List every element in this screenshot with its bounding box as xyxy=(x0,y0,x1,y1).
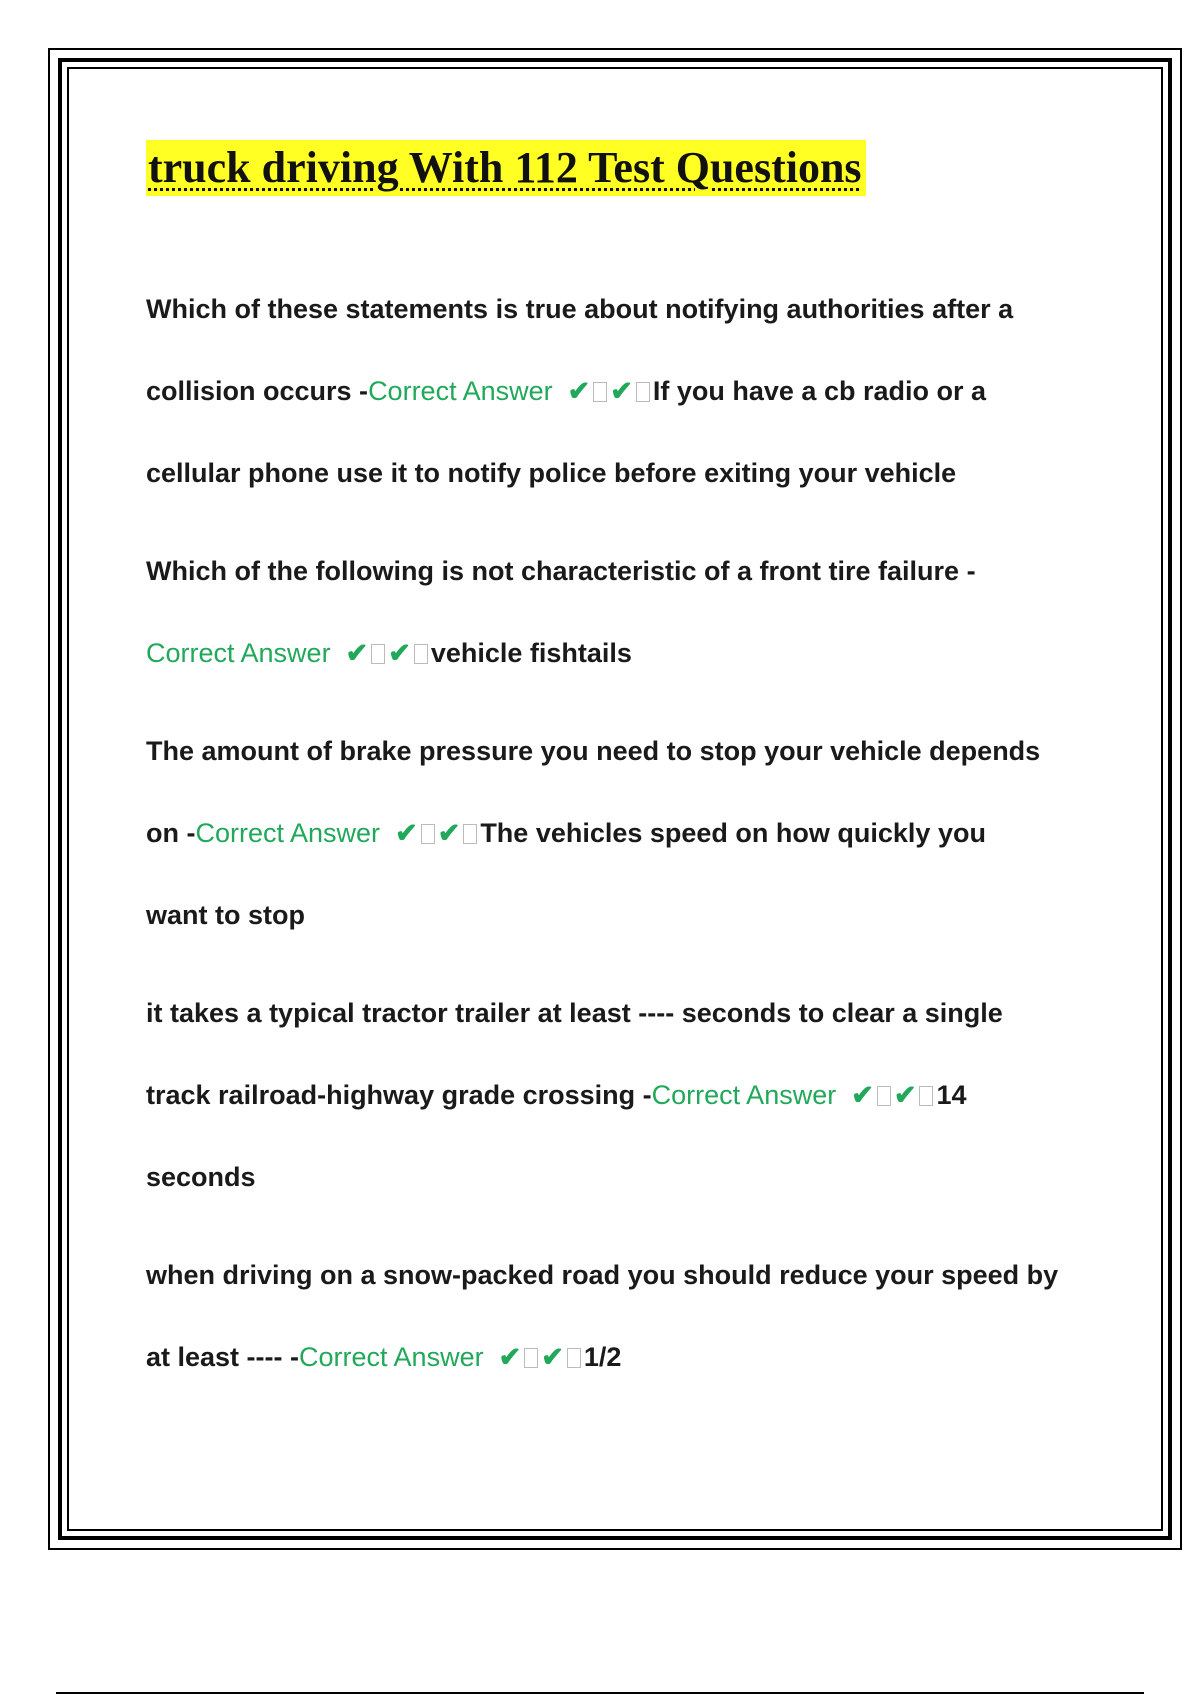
check-icon: ✔ xyxy=(851,1080,874,1110)
question-answer-line xyxy=(146,792,1106,874)
correct-answer-label: Correct Answer xyxy=(299,1342,484,1372)
box-icon xyxy=(371,644,385,664)
question-line: Which of these statements is true about notifying authorities after a xyxy=(146,294,1014,324)
qa-item-3 xyxy=(146,710,1106,956)
qa-item-2 xyxy=(146,530,1106,694)
question-line: when driving on a snow-packed road you should reduce your speed by xyxy=(146,1260,1059,1290)
question-line: Which of the following is not characteristic of a front tire failure - xyxy=(146,556,976,586)
box-icon xyxy=(463,824,477,844)
correct-answer-label: Correct Answer xyxy=(368,376,553,406)
answer-text: The vehicles speed on how quickly you xyxy=(480,818,986,848)
answer-continuation: seconds xyxy=(146,1162,256,1192)
question-answer-line xyxy=(146,612,1106,694)
check-icon: ✔ xyxy=(610,376,633,406)
question-line-end: on - xyxy=(146,818,196,848)
answer-text: If you have a cb radio or a xyxy=(652,376,986,406)
correct-answer-label: Correct Answer xyxy=(651,1080,837,1110)
question-answer-line xyxy=(146,350,1106,432)
check-icon: ✔ xyxy=(893,1080,917,1110)
document-content xyxy=(146,140,1106,1398)
box-icon xyxy=(524,1348,538,1368)
check-icon: ✔ xyxy=(437,818,461,848)
check-icon: ✔ xyxy=(345,638,369,668)
box-icon xyxy=(919,1086,933,1106)
box-icon xyxy=(593,382,607,402)
check-icon: ✔ xyxy=(541,1342,564,1372)
check-icon: ✔ xyxy=(498,1342,522,1372)
question-line-end: track railroad-highway grade crossing - xyxy=(146,1080,652,1110)
box-icon xyxy=(567,1348,581,1368)
check-icon: ✔ xyxy=(388,638,411,668)
correct-answer-label: Correct Answer xyxy=(195,818,381,848)
answer-text: vehicle fishtails xyxy=(430,638,632,668)
question-line: it takes a typical tractor trailer at least ---- seconds to clear a single xyxy=(146,998,1003,1028)
answer-continuation: want to stop xyxy=(146,900,305,930)
question-line-end: at least ---- - xyxy=(146,1342,300,1372)
question-line-end: collision occurs - xyxy=(146,376,369,406)
qa-item-5 xyxy=(146,1234,1106,1398)
footer-rule xyxy=(56,1692,1144,1694)
check-icon: ✔ xyxy=(395,818,418,848)
correct-answer-label: Correct Answer xyxy=(146,638,331,668)
answer-continuation: cellular phone use it to notify police before exiting your vehicle xyxy=(146,458,957,488)
document-title: truck driving With 112 Test Questions xyxy=(146,140,866,196)
question-answer-line xyxy=(146,1316,1106,1398)
box-icon xyxy=(636,382,650,402)
question-line: The amount of brake pressure you need to stop your vehicle depends xyxy=(146,736,1041,766)
box-icon xyxy=(877,1086,891,1106)
box-icon xyxy=(414,644,428,664)
question-answer-line xyxy=(146,1054,1106,1136)
qa-item-1 xyxy=(146,268,1106,514)
qa-item-4 xyxy=(146,972,1106,1218)
answer-text: 14 xyxy=(936,1080,967,1110)
check-icon: ✔ xyxy=(567,376,591,406)
answer-text: 1/2 xyxy=(583,1342,622,1372)
box-icon xyxy=(421,824,435,844)
